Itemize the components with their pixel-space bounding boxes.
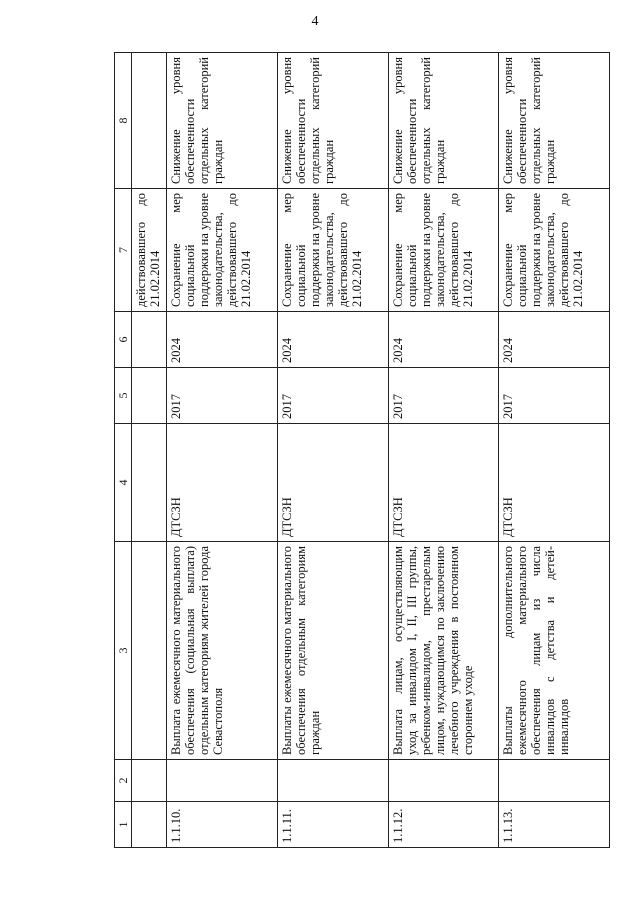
- cell-empty: [167, 760, 278, 802]
- cell-number: 1.1.13.: [499, 802, 610, 848]
- rotated-table-container: [114, 53, 610, 848]
- cell-name: Выплаты дополнительного ежемесячного материального обеспечения лицам из числа инвалидов с детства и детей-инвалидов: [499, 542, 610, 760]
- cell-empty: [388, 760, 499, 802]
- measures-table: [114, 52, 610, 848]
- cell-end-year: 2024: [499, 312, 610, 368]
- cell-risk: Снижение уровня обеспеченности отдельных категорий граждан: [388, 53, 499, 189]
- cell-start-year: 2017: [167, 368, 278, 424]
- column-number: 2: [115, 760, 132, 802]
- cell-risk: Снижение уровня обеспеченности отдельных категорий граждан: [277, 53, 388, 189]
- continuation-row: [132, 53, 167, 848]
- cell-start-year: 2017: [277, 368, 388, 424]
- column-number: 7: [115, 189, 132, 312]
- cell-number: 1.1.11.: [277, 802, 388, 848]
- cell-executor: ДТСЗН: [388, 424, 499, 542]
- cell-end-year: [132, 312, 167, 368]
- cell-executor: ДТСЗН: [499, 424, 610, 542]
- table-row: [167, 53, 278, 848]
- cell-start-year: 2017: [388, 368, 499, 424]
- cell-start-year: 2017: [499, 368, 610, 424]
- cell-name: Выплаты ежемесячного материального обеспечения отдельным категориям граждан: [277, 542, 388, 760]
- table-row: [499, 53, 610, 848]
- column-number-row: [115, 53, 132, 848]
- cell-empty: [277, 760, 388, 802]
- cell-executor: ДТСЗН: [167, 424, 278, 542]
- cell-number: 1.1.10.: [167, 802, 278, 848]
- table-row: [388, 53, 499, 848]
- column-number: 4: [115, 424, 132, 542]
- column-number: 8: [115, 53, 132, 189]
- cell-name: Выплата лицам, осуществляющим уход за инвалидом I, II, III группы, ребенком-инвалидом, престарелым лицом, нуждающимся по заключению лечебного учреждения в постоянном стороннем уходе: [388, 542, 499, 760]
- cell-executor: [132, 424, 167, 542]
- cell-risk: Снижение уровня обеспеченности отдельных категорий граждан: [499, 53, 610, 189]
- cell-start-year: [132, 368, 167, 424]
- cell-risk: Снижение уровня обеспеченности отдельных категорий граждан: [167, 53, 278, 189]
- column-number: 3: [115, 542, 132, 760]
- cell-end-year: 2024: [277, 312, 388, 368]
- cell-empty: [132, 760, 167, 802]
- cell-result: Сохранение мер социальной поддержки на уровне законодательства, действовавшего до 21.02.2014: [499, 189, 610, 312]
- cell-name: Выплата ежемесячного материального обеспечения (социальная выплата) отдельным категориям жителей города Севастополя: [167, 542, 278, 760]
- column-number: 6: [115, 312, 132, 368]
- cell-end-year: 2024: [167, 312, 278, 368]
- cell-name: [132, 542, 167, 760]
- table-row: [277, 53, 388, 848]
- cell-executor: ДТСЗН: [277, 424, 388, 542]
- cell-result: действовавшего до 21.02.2014: [132, 189, 167, 312]
- column-number: 5: [115, 368, 132, 424]
- cell-empty: [499, 760, 610, 802]
- cell-number: 1.1.12.: [388, 802, 499, 848]
- page-number: 4: [311, 14, 319, 29]
- cell-result: Сохранение мер социальной поддержки на уровне законодательства, действовавшего до 21.02.2014: [277, 189, 388, 312]
- cell-result: Сохранение мер социальной поддержки на уровне законодательства, действовавшего до 21.02.2014: [388, 189, 499, 312]
- column-number: 1: [115, 802, 132, 848]
- cell-number: [132, 802, 167, 848]
- cell-result: Сохранение мер социальной поддержки на уровне законодательства, действовавшего до 21.02.2014: [167, 189, 278, 312]
- cell-end-year: 2024: [388, 312, 499, 368]
- cell-risk: [132, 53, 167, 189]
